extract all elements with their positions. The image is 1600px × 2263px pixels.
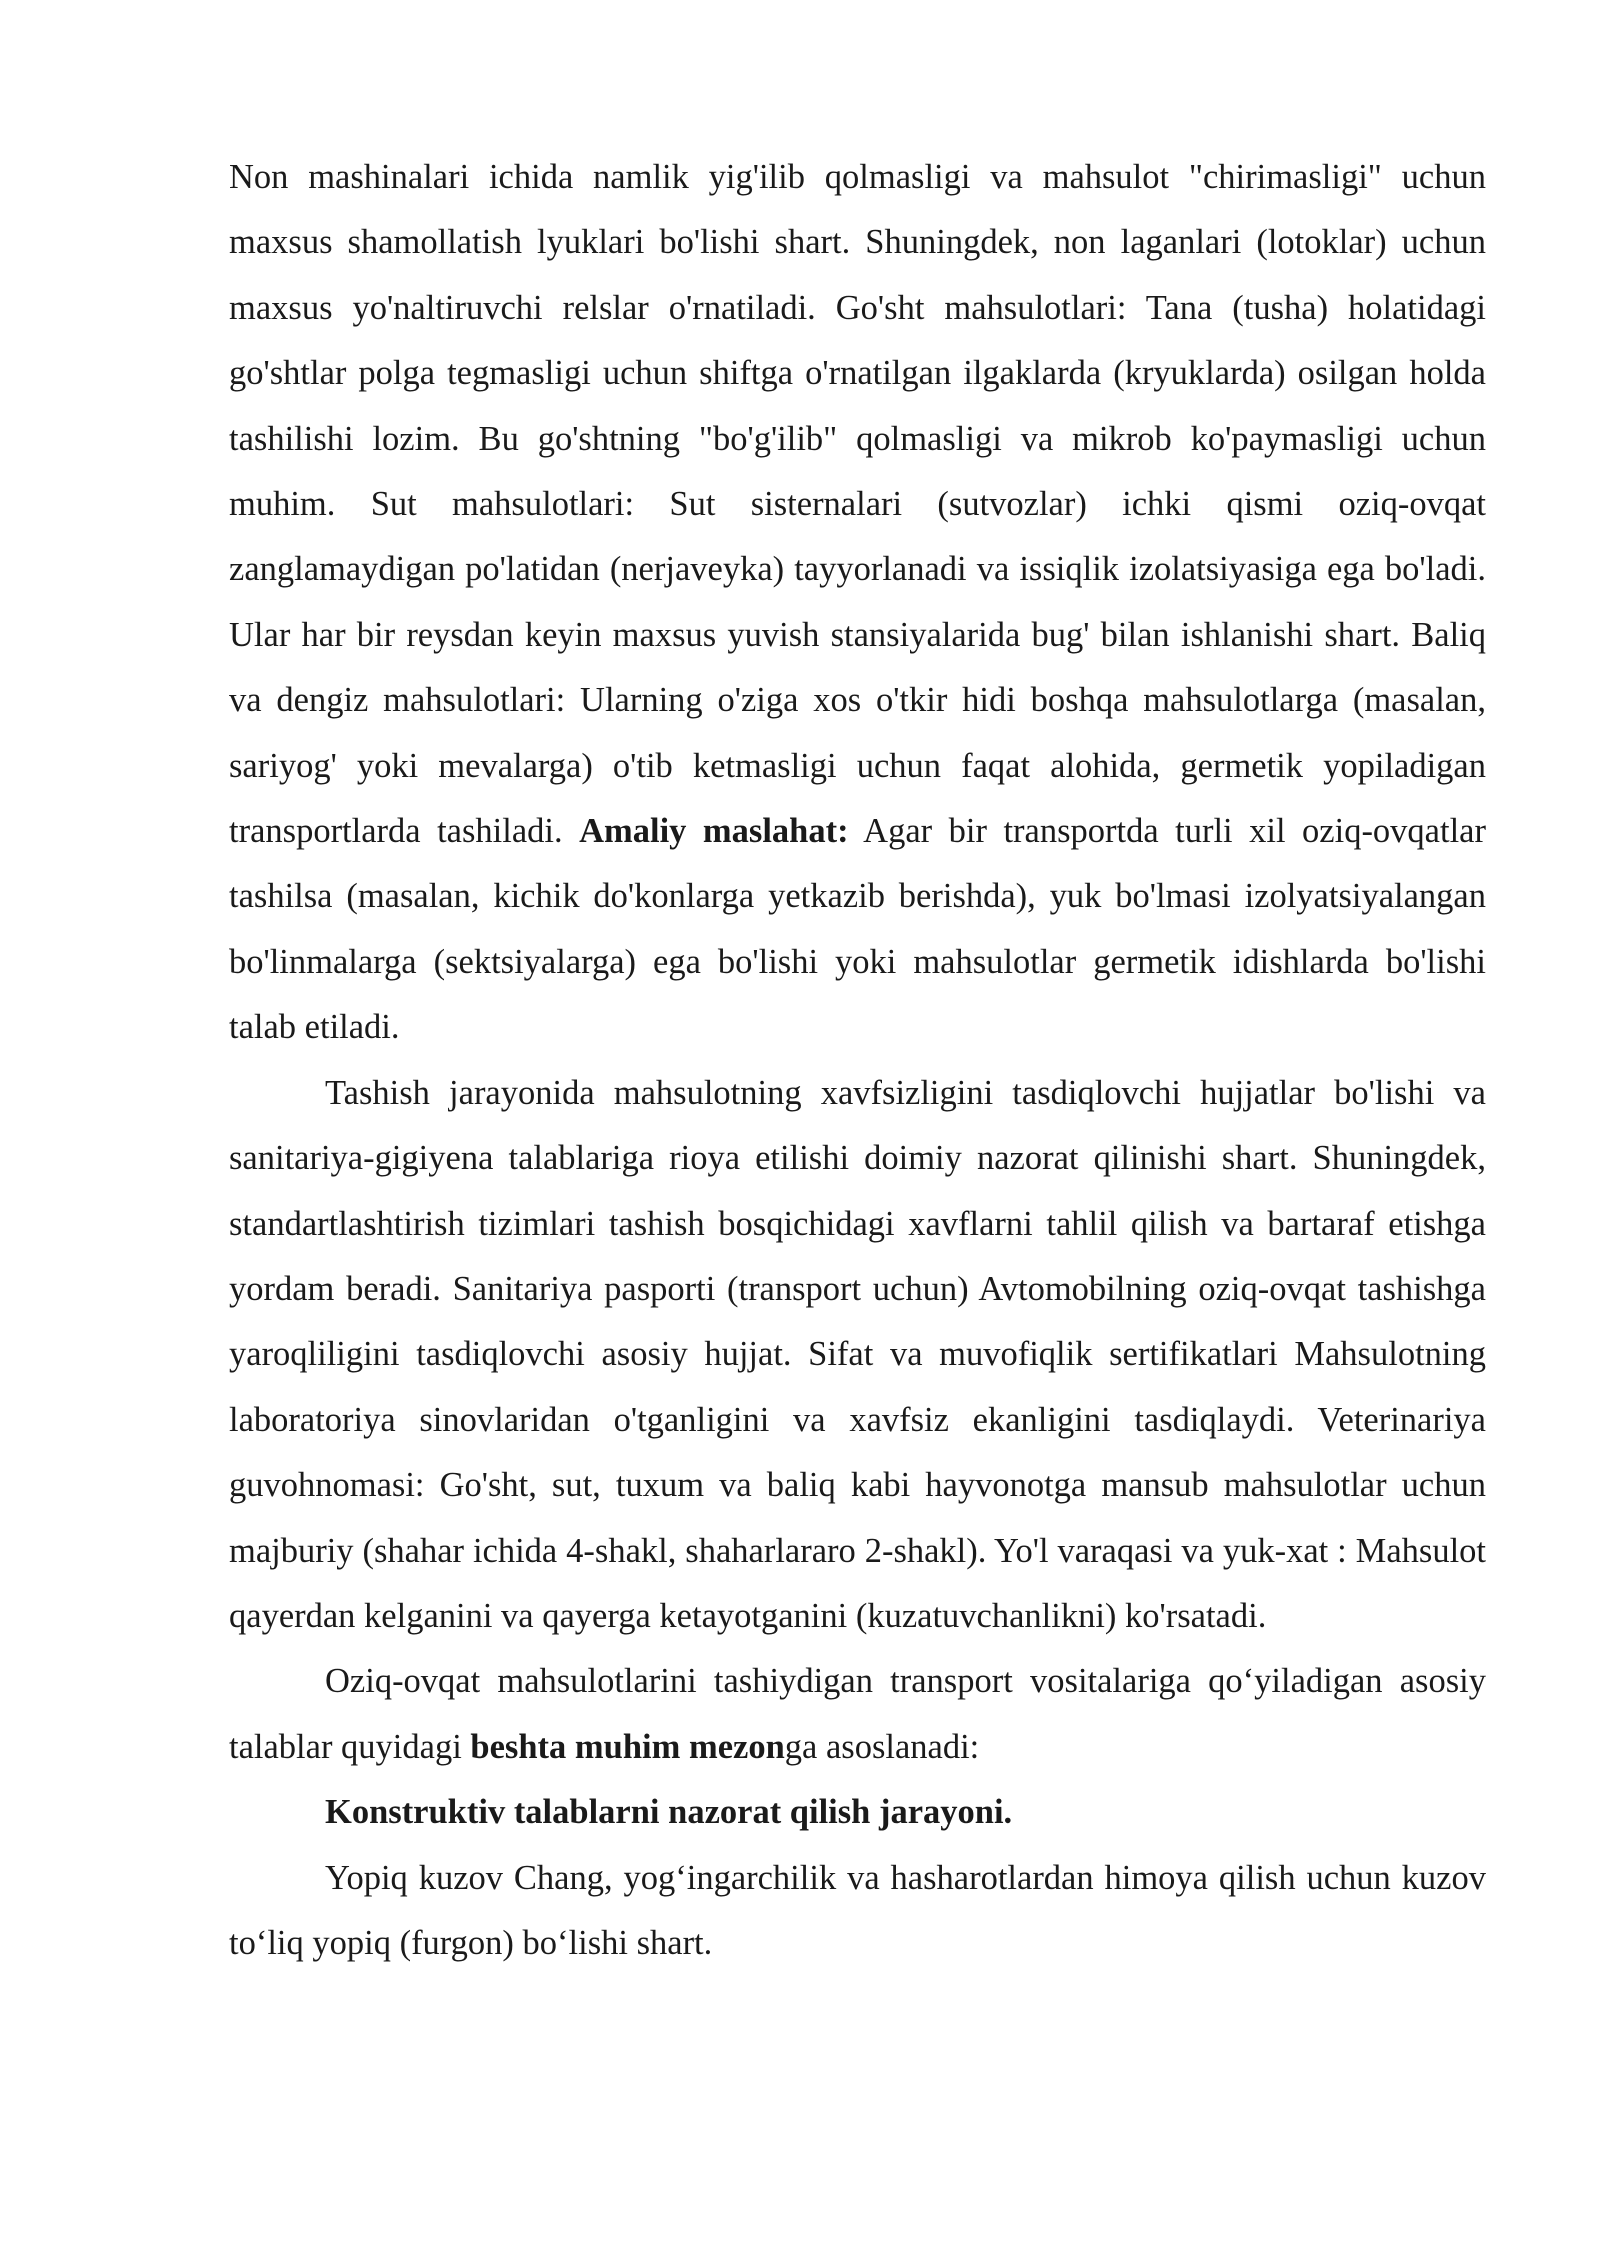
section-heading bbox=[229, 1780, 1486, 1845]
paragraph-3-text: Oziq-ovqat mahsulotlarini tashiydigan transport vositalariga qo‘yiladigan asosiy talablar quyidagi bbox=[229, 1662, 1486, 1766]
paragraph-3-tail: ga asoslanadi: bbox=[784, 1727, 980, 1766]
paragraph-3 bbox=[229, 1649, 1486, 1780]
document-body bbox=[229, 145, 1486, 1976]
paragraph-3-bold-text: beshta muhim mezon bbox=[470, 1727, 785, 1766]
paragraph-1-text: Non mashinalari ichida namlik yig'ilib qolmasligi va mahsulot "chirimasligi" uchun maxsus shamollatish lyuklari bo'lishi shart. Shuningdek, non laganlari (lotoklar) uchun maxsus yo'naltiruvchi relslar o'rnatiladi. Go'sht mahsulotlari: Tana (tusha) holatidagi go'shtlar polga tegmasligi uchun shiftga o'rnatilgan ilgaklarda (kryuklarda) osilgan holda tashilishi lozim. Bu go'shtning "bo'g'ilib" qolmasligi va mikrob ko'paymasligi uchun muhim. Sut mahsulotlari: Sut sisternalari (sutvozlar) ichki qismi oziq-ovqat zanglamaydigan po'latidan (nerjaveyka) tayyorlanadi va issiqlik izolatsiyasiga ega bo'ladi. Ular har bir reysdan keyin maxsus yuvish stansiyalarida bug' bilan ishlanishi shart. Baliq va dengiz mahsulotlari: Ularning o'ziga xos o'tkir hidi boshqa mahsulotlarga (masalan, sariyog' yoki mevalarga) o'tib ketmasligi uchun faqat alohida, germetik yopiladigan transportlarda tashiladi. bbox=[229, 158, 1486, 851]
practical-tip-label: Amaliy maslahat: bbox=[579, 812, 849, 851]
paragraph-1 bbox=[229, 145, 1486, 1061]
paragraph-1-tip-text: Agar bir transportda turli xil oziq-ovqatlar tashilsa (masalan, kichik do'konlarga yetkazib berishda), yuk bo'lmasi izolyatsiyalangan bo'linmalarga (sektsiyalarga) ega bo'lishi yoki mahsulotlar germetik idishlarda bo'lishi talab etiladi. bbox=[229, 812, 1486, 1047]
section-heading-text: Konstruktiv talablarni nazorat qilish jarayoni. bbox=[325, 1793, 1013, 1832]
paragraph-2: Tashish jarayonida mahsulotning xavfsizligini tasdiqlovchi hujjatlar bo'lishi va sanitariya-gigiyena talablariga rioya etilishi doimiy nazorat qilinishi shart. Shuningdek, standartlashtirish tizimlari tashish bosqichidagi xavflarni tahlil qilish va bartaraf etishga yordam beradi. Sanitariya pasporti (transport uchun) Avtomobilning oziq-ovqat tashishga yaroqliligini tasdiqlovchi asosiy hujjat. Sifat va muvofiqlik sertifikatlari Mahsulotning laboratoriya sinovlaridan o'tganligini va xavfsiz ekanligini tasdiqlaydi. Veterinariya guvohnomasi: Go'sht, sut, tuxum va baliq kabi hayvonotga mansub mahsulotlar uchun majburiy (shahar ichida 4-shakl, shaharlararo 2-shakl). Yo'l varaqasi va yuk-xat : Mahsulot qayerdan kelganini va qayerga ketayotganini (kuzatuvchanlikni) ko'rsatadi. bbox=[229, 1073, 1486, 1635]
paragraph-4: Yopiq kuzov Chang, yog‘ingarchilik va hasharotlardan himoya qilish uchun kuzov to‘liq yopiq (furgon) bo‘lishi shart. bbox=[229, 1858, 1486, 1962]
